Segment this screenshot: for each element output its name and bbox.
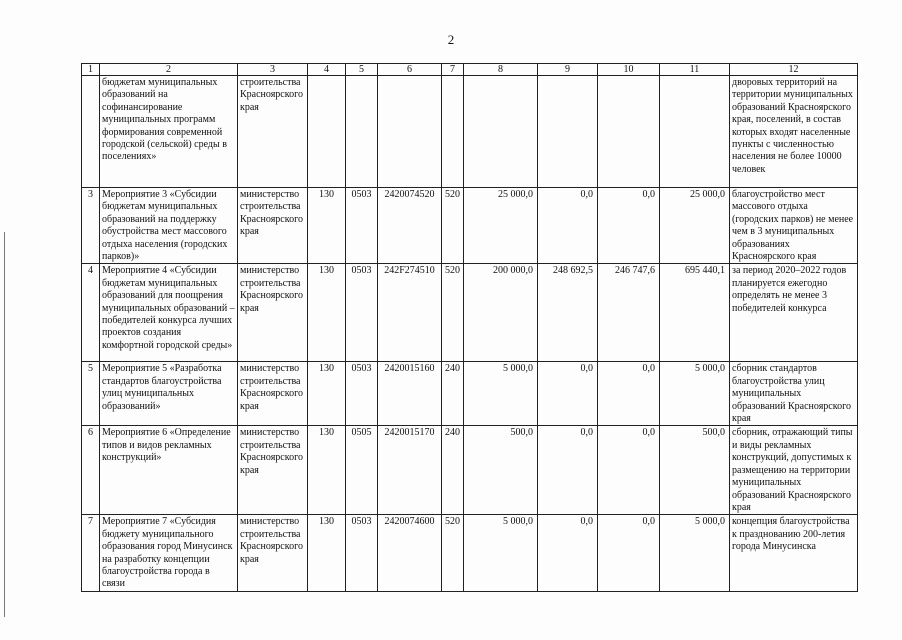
responsible-body: строительства Красноярского края [238,76,308,188]
column-header: 6 [378,64,442,76]
amount-col-8 [464,76,538,188]
amount-col-9: 248 692,5 [538,264,598,362]
grbs-code: 130 [308,188,346,264]
expected-result: концепция благоустройства к празднованию 200-летия города Минусинска [730,515,858,591]
column-header: 4 [308,64,346,76]
section-code: 0503 [346,515,378,591]
expected-result: сборник стандартов благоустройства улиц муниципальных образований Красноярского края [730,362,858,426]
column-header: 9 [538,64,598,76]
expense-type-code: 520 [442,515,464,591]
expected-result: сборник, отражающий типы и виды рекламных конструкций, допустимых к размещению на территории муниципальных образований Красноярского края [730,426,858,515]
scan-margin-line [4,232,5,617]
amount-col-10: 0,0 [598,426,660,515]
amount-col-8: 5 000,0 [464,362,538,426]
table-row [82,264,858,362]
amount-col-10: 246 747,6 [598,264,660,362]
responsible-body: министерство строительства Красноярского края [238,515,308,591]
amount-col-9: 0,0 [538,426,598,515]
column-header: 7 [442,64,464,76]
amount-col-10: 0,0 [598,515,660,591]
column-header: 8 [464,64,538,76]
expected-result: за период 2020–2022 годов планируется ежегодно определять не менее 3 победителей конкурса [730,264,858,362]
measure-name: Мероприятие 3 «Субсидии бюджетам муниципальных образований на поддержку обустройства мест массового отдыха населения (городских парков)» [100,188,238,264]
table-row [82,188,858,264]
expense-type-code: 520 [442,264,464,362]
section-code: 0503 [346,362,378,426]
expense-type-code: 520 [442,188,464,264]
amount-total: 695 440,1 [660,264,730,362]
amount-col-10 [598,76,660,188]
target-article-code: 2420015160 [378,362,442,426]
measure-name: Мероприятие 4 «Субсидии бюджетам муниципальных образований для поощрения муниципальных образований – победителей конкурса лучших проектов создания комфортной городской среды» [100,264,238,362]
measure-name: Мероприятие 7 «Субсидия бюджету муниципального образования город Минусинск на разработку концепции благоустройства города в связи [100,515,238,591]
row-index: 7 [82,515,100,591]
column-header: 1 [82,64,100,76]
table-row [82,426,858,515]
expected-result: благоустройство мест массового отдыха (городских парков) не менее чем в 3 муниципальных образованиях Красноярского края [730,188,858,264]
section-code: 0505 [346,426,378,515]
table-row [82,362,858,426]
column-header: 5 [346,64,378,76]
column-header: 12 [730,64,858,76]
target-article-code [378,76,442,188]
amount-col-9: 0,0 [538,515,598,591]
responsible-body: министерство строительства Красноярского края [238,188,308,264]
column-header: 3 [238,64,308,76]
column-header: 11 [660,64,730,76]
amount-total: 25 000,0 [660,188,730,264]
expense-type-code [442,76,464,188]
row-index: 4 [82,264,100,362]
amount-col-8: 5 000,0 [464,515,538,591]
section-code: 0503 [346,188,378,264]
section-code [346,76,378,188]
page-number: 2 [447,32,455,47]
expense-type-code: 240 [442,362,464,426]
amount-total [660,76,730,188]
target-article-code: 242F274510 [378,264,442,362]
amount-col-8: 25 000,0 [464,188,538,264]
table-header-row [82,64,858,76]
target-article-code: 2420074600 [378,515,442,591]
column-header: 2 [100,64,238,76]
responsible-body: министерство строительства Красноярского края [238,362,308,426]
row-index [82,76,100,188]
row-index: 5 [82,362,100,426]
grbs-code [308,76,346,188]
section-code: 0503 [346,264,378,362]
responsible-body: министерство строительства Красноярского края [238,264,308,362]
column-header: 10 [598,64,660,76]
responsible-body: министерство строительства Красноярского края [238,426,308,515]
amount-total: 500,0 [660,426,730,515]
table-row [82,515,858,591]
amount-total: 5 000,0 [660,515,730,591]
amount-col-8: 500,0 [464,426,538,515]
amount-col-8: 200 000,0 [464,264,538,362]
amount-col-9: 0,0 [538,362,598,426]
amount-col-9 [538,76,598,188]
amount-total: 5 000,0 [660,362,730,426]
amount-col-9: 0,0 [538,188,598,264]
amount-col-10: 0,0 [598,362,660,426]
target-article-code: 2420074520 [378,188,442,264]
row-index: 3 [82,188,100,264]
target-article-code: 2420015170 [378,426,442,515]
measure-name: Мероприятие 5 «Разработка стандартов благоустройства улиц муниципальных образований» [100,362,238,426]
row-index: 6 [82,426,100,515]
amount-col-10: 0,0 [598,188,660,264]
expected-result: дворовых территорий на территории муниципальных образований Красноярского края, поселений, в состав которых входят населенные пункты с численностью населения не более 10000 человек [730,76,858,188]
budget-measures-table [81,63,858,592]
grbs-code: 130 [308,362,346,426]
measure-name: бюджетам муниципальных образований на софинансирование муниципальных программ формирования современной городской (сельской) среды в поселениях» [100,76,238,188]
table-row [82,76,858,188]
grbs-code: 130 [308,264,346,362]
expense-type-code: 240 [442,426,464,515]
measure-name: Мероприятие 6 «Определение типов и видов рекламных конструкций» [100,426,238,515]
grbs-code: 130 [308,426,346,515]
grbs-code: 130 [308,515,346,591]
